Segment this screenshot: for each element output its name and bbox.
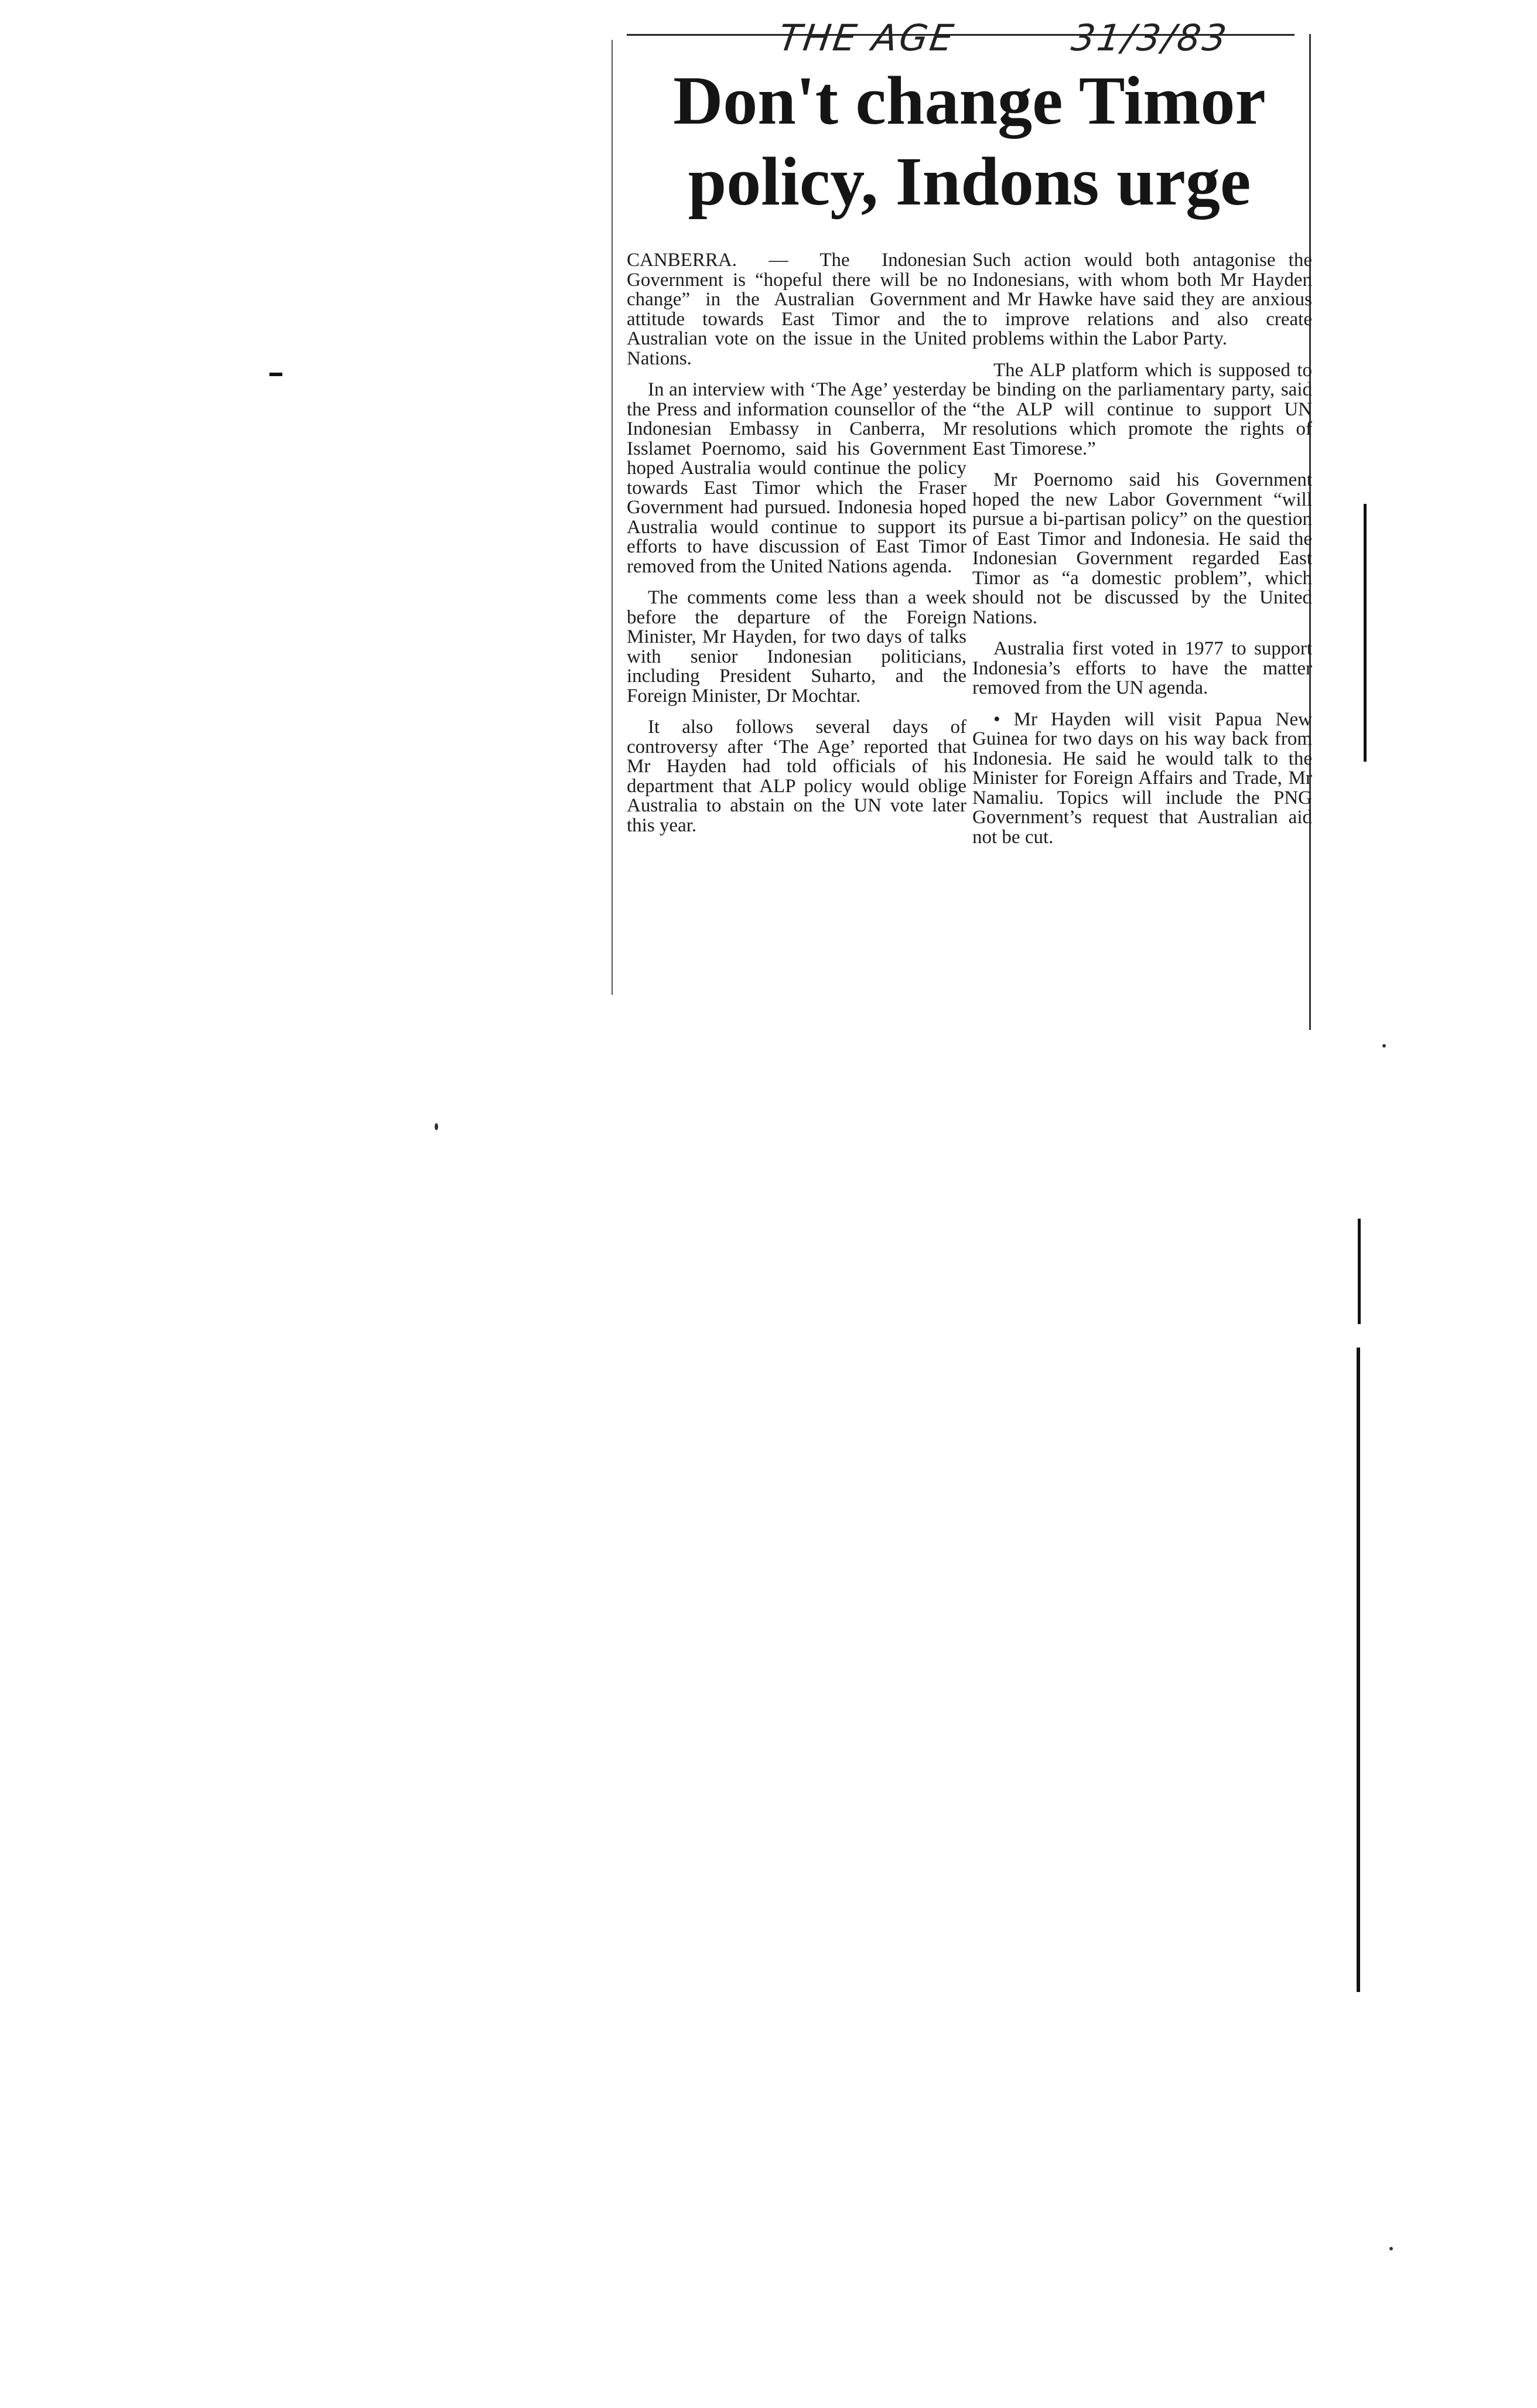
article-paragraph: • Mr Hayden will visit Papua New Guinea for two days on his way back from Indonesia. He said he would talk to the Minister for Foreign Affairs and Trade, Mr Namaliu. Topics will include the PNG Government’s request that Australian aid not be cut. xyxy=(972,708,1312,848)
newspaper-clipping xyxy=(603,16,1312,1065)
article-column-right xyxy=(972,251,1312,859)
handwritten-source: THE AGE xyxy=(776,16,959,59)
article-paragraph: The ALP platform which is supposed to be binding on the parliamentary party, said “the ALP will continue to support UN resolutions which promote the rights of East Timorese.” xyxy=(972,359,1312,459)
headline: Don't change Timor policy, Indons urge xyxy=(673,62,1266,220)
article-column-left xyxy=(627,251,966,847)
scan-speck xyxy=(1389,2247,1393,2250)
scan-artifact xyxy=(1364,504,1367,762)
article-paragraph: It also follows several days of controversy after ‘The Age’ reported that Mr Hayden had told officials of his department that ALP policy would oblige Australia to abstain on the UN vote later this year. xyxy=(627,717,966,836)
left-column-border xyxy=(612,40,613,995)
article-paragraph: CANBERRA. — The Indonesian Government is “hopeful there will be no change” in the Australian Government attitude towards East Timor and the Australian vote on the issue in the United Nations. xyxy=(627,250,966,369)
article-paragraph: Such action would both antagonise the Indonesians, with whom both Mr Hayden and Mr Hawke have said they are anxious to improve relations and also create problems within the Labor Party. xyxy=(972,250,1312,349)
handwritten-date: 31/3/83 xyxy=(1068,16,1232,59)
article-paragraph: The comments come less than a week before the departure of the Foreign Minister, Mr Hayden, for two days of talks with senior Indonesian politicians, including President Suharto, and the Foreign Minister, Dr Mochtar. xyxy=(627,587,966,707)
article-paragraph: Australia first voted in 1977 to support Indonesia’s efforts to have the matter removed from the UN agenda. xyxy=(972,638,1312,698)
article-paragraph: In an interview with ‘The Age’ yesterday the Press and information counsellor of the Indonesian Embassy in Canberra, Mr Isslamet Poernomo, said his Government hoped Australia would continue the policy towards East Timor which the Fraser Government had pursued. Indonesia hoped Australia would continue to support its efforts to have discussion of East Timor removed from the United Nations agenda. xyxy=(627,379,966,577)
scan-artifact xyxy=(1358,1219,1361,1324)
scan-speck xyxy=(435,1123,438,1130)
scan-speck xyxy=(1382,1044,1386,1048)
scan-artifact xyxy=(269,373,282,376)
article-paragraph: Mr Poernomo said his Government hoped the new Labor Government “will pursue a bi-partisan policy” on the question of East Timor and Indonesia. He said the Indonesian Government regarded East Timor as “a domestic problem”, which should not be discussed by the United Nations. xyxy=(972,469,1312,628)
scan-artifact xyxy=(1357,1348,1360,1992)
